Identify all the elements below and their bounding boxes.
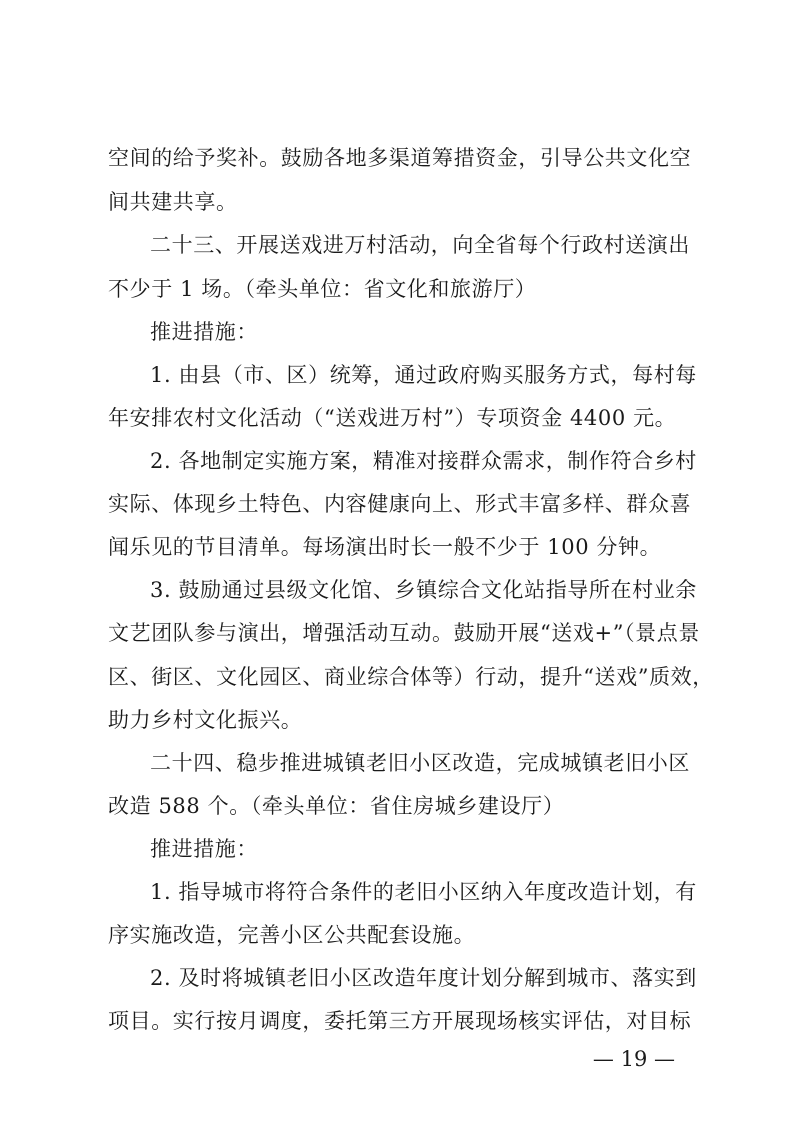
measures-label: 推进措施： (150, 320, 258, 344)
body-text-line: 间共建共享。 (108, 190, 238, 214)
page-number: — 19 — (592, 1047, 675, 1071)
item-23-heading-cont: 不少于 1 场。（牵头单位：省文化和旅游厅） (108, 277, 537, 301)
measure-3-text: 3. 鼓励通过县级文化馆、乡镇综合文化站指导所在村业余 (150, 578, 697, 602)
measure-3-text-cont: 文艺团队参与演出，增强活动互动。鼓励开展“送戏+”（景点景 (108, 621, 700, 645)
measure-1-text-cont: 年安排农村文化活动（“送戏进万村”）专项资金 4400 元。 (108, 406, 677, 430)
measure-2-text: 2. 各地制定实施方案，精准对接群众需求，制作符合乡村 (150, 449, 697, 473)
item-24-heading: 二十四、稳步推进城镇老旧小区改造，完成城镇老旧小区 (150, 751, 690, 775)
item-23-heading: 二十三、开展送戏进万村活动，向全省每个行政村送演出 (150, 233, 690, 257)
measure-3-text-cont: 助力乡村文化振兴。 (108, 708, 303, 732)
measure-2-text: 2. 及时将城镇老旧小区改造年度计划分解到城市、落实到 (150, 966, 697, 990)
item-24-heading-cont: 改造 588 个。（牵头单位：省住房城乡建设厅） (108, 794, 565, 818)
measure-1-text: 1. 指导城市将符合条件的老旧小区纳入年度改造计划，有 (150, 880, 697, 904)
measure-2-text-cont: 实际、体现乡土特色、内容健康向上、形式丰富多样、群众喜 (108, 492, 692, 516)
measure-3-text-cont: 区、街区、文化园区、商业综合体等）行动，提升“送戏”质效， (108, 665, 714, 689)
measure-1-text-cont: 序实施改造，完善小区公共配套设施。 (108, 923, 476, 947)
measure-2-text-cont: 项目。实行按月调度，委托第三方开展现场核实评估，对目标 (108, 1009, 692, 1033)
body-text-line: 空间的给予奖补。鼓励各地多渠道筹措资金，引导公共文化空 (108, 146, 692, 170)
measure-2-text-cont: 闻乐见的节目清单。每场演出时长一般不少于 100 分钟。 (108, 535, 662, 559)
measures-label: 推进措施： (150, 837, 258, 861)
measure-1-text: 1. 由县（市、区）统筹，通过政府购买服务方式，每村每 (150, 363, 697, 387)
